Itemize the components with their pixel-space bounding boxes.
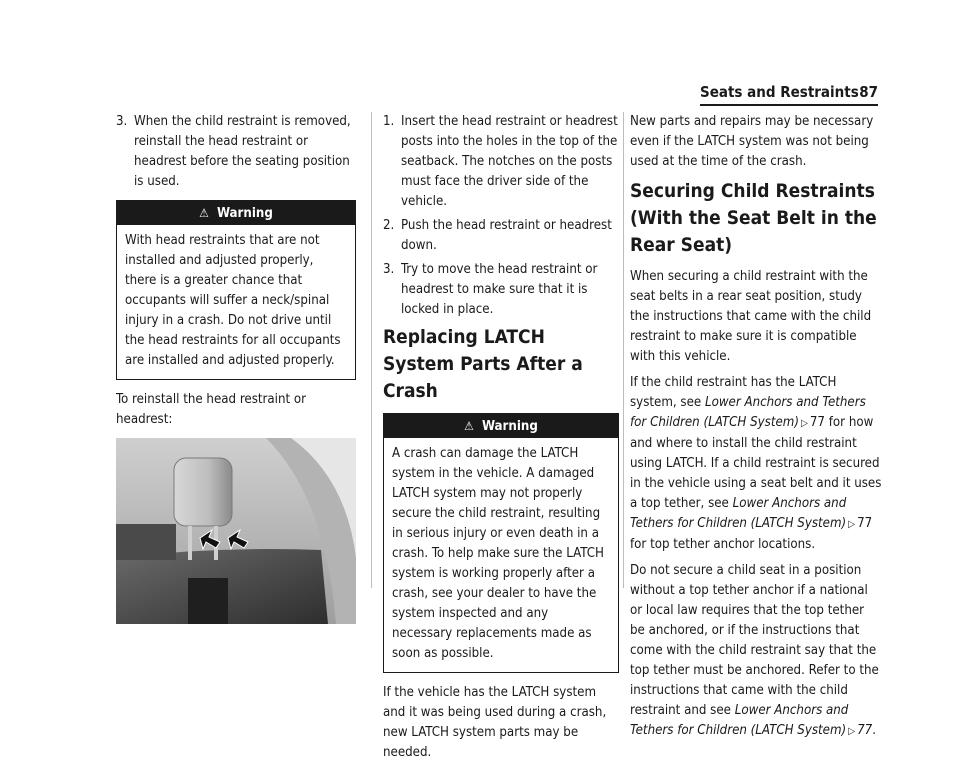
cross-reference-link[interactable]: Lower Anchors and Tethers for Children (LATCH System) xyxy=(630,496,847,531)
step-3-check xyxy=(383,260,619,320)
after-warning-text: If the vehicle has the LATCH system and it was being used during a crash, new LATCH system parts may be needed. xyxy=(383,685,607,760)
page-number: 87 xyxy=(859,83,878,101)
head-restraint-illustration xyxy=(116,438,356,624)
intro-text: New parts and repairs may be necessary even if the LATCH system was not being used at the time of the crash. xyxy=(630,114,874,169)
cross-reference-page[interactable]: 77 xyxy=(857,516,873,531)
column-divider xyxy=(623,112,624,588)
warning-title: Warning xyxy=(481,419,538,434)
section-heading-replacing-latch: Replacing LATCH System Parts After a Crash xyxy=(383,326,583,402)
warning-title: Warning xyxy=(216,206,273,221)
page-ref-arrow-icon: ▷ xyxy=(848,519,856,530)
step-number: 1. xyxy=(383,114,395,129)
warning-text: A crash can damage the LATCH system in the vehicle. A damaged LATCH system may not properly secure the child restraint, resulting in serious injury or even death in a crash. To help make sure the LATCH system is working properly after a crash, see your dealer to have the system inspected and any necessary replacements made as soon as possible. xyxy=(392,446,604,661)
cross-reference-link[interactable]: Lower Anchors and Tethers for Children (LATCH System) xyxy=(630,703,849,738)
column-2 xyxy=(383,112,619,769)
reinstall-intro: To reinstall the head restraint or headrest: xyxy=(116,392,307,427)
text-run: If the child restraint has the LATCH system, see xyxy=(630,375,837,410)
column-1 xyxy=(116,112,356,624)
step-2-push xyxy=(383,216,619,256)
text-run: for top tether anchor locations. xyxy=(630,537,816,552)
warning-header xyxy=(117,201,355,225)
warning-box-latch xyxy=(383,413,619,673)
paragraph-latch-references xyxy=(630,373,882,555)
step-text: Try to move the head restraint or headrest to make sure that it is locked in place. xyxy=(401,262,598,317)
warning-body xyxy=(117,225,355,379)
page-ref-arrow-icon: ▷ xyxy=(800,418,808,429)
step-number: 2. xyxy=(383,218,395,233)
warning-icon: ⚠ xyxy=(199,206,209,220)
warning-body xyxy=(384,438,618,672)
paragraph-compatibility: When securing a child restraint with the seat belts in a rear seat position, study the instructions that came with the child restraint to make sure it is compatible with this vehicle. xyxy=(630,269,872,364)
header-rule xyxy=(700,104,878,106)
page-header xyxy=(700,80,878,104)
cross-reference-page[interactable]: 77 xyxy=(857,723,873,738)
warning-text: With head restraints that are not installed and adjusted properly, there is a greater chance that occupants will suffer a neck/spinal injury in a crash. Do not drive until the head restraints for all occupants are installed and adjusted properly. xyxy=(125,233,341,368)
column-3 xyxy=(630,112,882,748)
step-text: When the child restraint is removed, reinstall the head restraint or headrest before the seating position is used. xyxy=(134,114,351,189)
warning-header xyxy=(384,414,618,438)
cross-reference-page[interactable]: 77 xyxy=(809,415,825,430)
text-run: Do not secure a child seat in a position without a top tether anchor if a national or local law requires that the top tether be anchored, or if the instructions that come with the child restraint say that the top tether must be anchored. Refer to the instructions that came with the child restraint and see xyxy=(630,563,879,718)
step-number: 3. xyxy=(116,114,128,129)
step-number: 3. xyxy=(383,262,395,277)
text-run: for how and where to install the child restraint using LATCH. If a child restraint is secured in the vehicle using a seat belt and it uses a top tether, see xyxy=(630,415,882,511)
head-restraint-photo xyxy=(116,438,356,624)
paragraph-top-tether xyxy=(630,561,882,742)
header-title: Seats and Restraints xyxy=(700,83,859,101)
step-text: Insert the head restraint or headrest posts into the holes in the top of the seatback. The notches on the posts must face the driver side of the vehicle. xyxy=(401,114,618,209)
cross-reference-link[interactable]: Lower Anchors and Tethers for Children (LATCH System) xyxy=(630,395,866,430)
text-run: . xyxy=(872,723,876,738)
warning-box-head-restraints xyxy=(116,200,356,380)
section-heading-securing-child-restraints: Securing Child Restraints (With the Seat Belt in the Rear Seat) xyxy=(630,180,877,256)
step-text: Push the head restraint or headrest down. xyxy=(401,218,612,253)
step-1-insert xyxy=(383,112,619,212)
step-3-remove xyxy=(116,112,356,192)
page-ref-arrow-icon: ▷ xyxy=(848,726,856,737)
column-divider xyxy=(371,112,372,588)
warning-icon: ⚠ xyxy=(464,419,474,433)
